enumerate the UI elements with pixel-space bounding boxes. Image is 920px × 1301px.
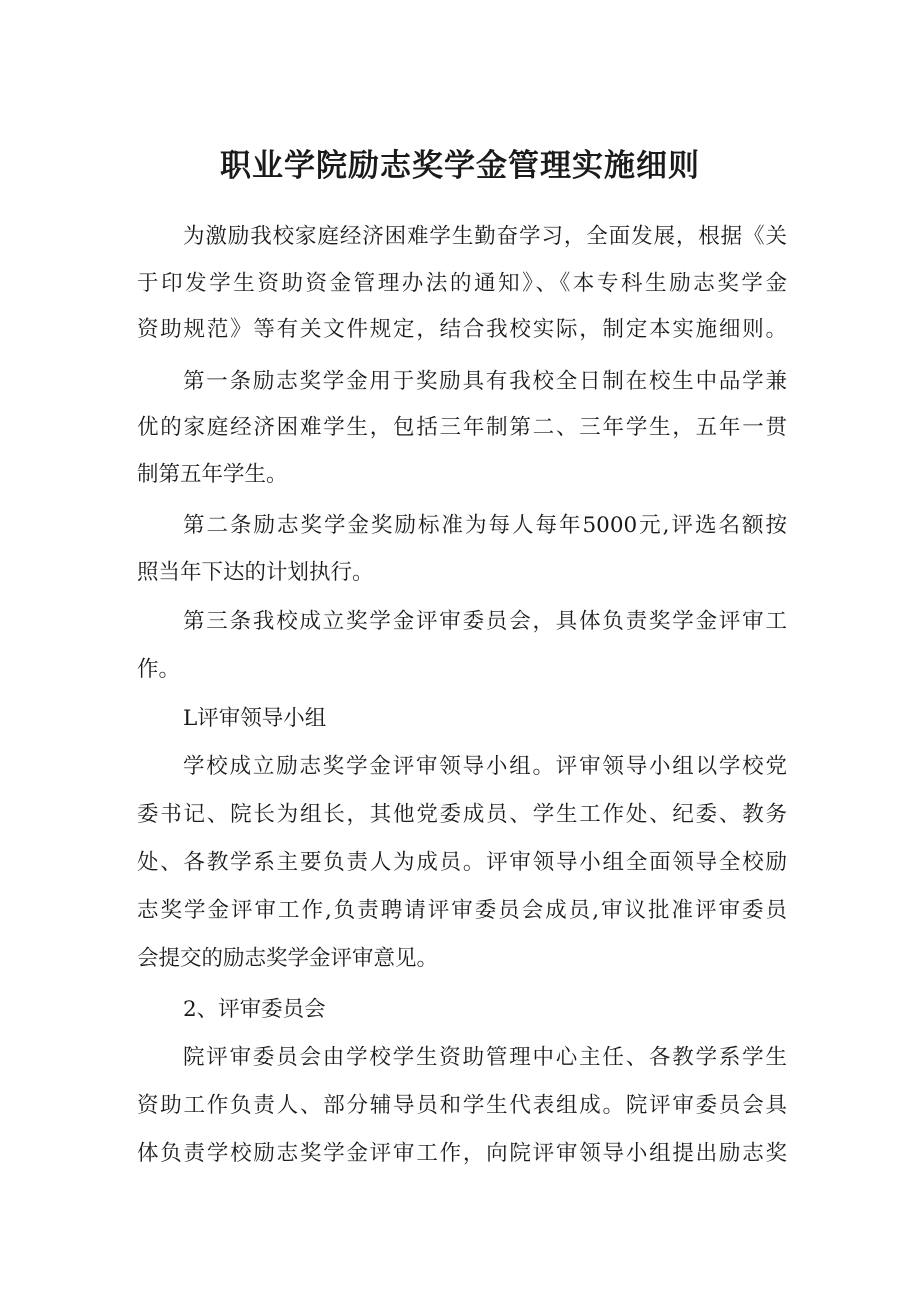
section-heading: L评审领导小组	[183, 706, 327, 731]
paragraph-line: 会提交的励志奖学金评审意见。	[137, 946, 439, 971]
document-title: 职业学院励志奖学金管理实施细则	[220, 148, 700, 184]
paragraph-line: 院评审委员会由学校学生资助管理中心主任、各教学系学生	[183, 1045, 787, 1070]
paragraph-line: 第一条励志奖学金用于奖励具有我校全日制在校生中品学兼	[183, 369, 787, 394]
paragraph-line: 学校成立励志奖学金评审领导小组。评审领导小组以学校党	[183, 754, 787, 779]
paragraph-line: 优的家庭经济困难学生，包括三年制第二、三年学生，五年一贯	[137, 415, 787, 440]
paragraph-line: 志奖学金评审工作,负责聘请评审委员会成员,审议批准评审委员	[137, 898, 787, 923]
paragraph-line: 委书记、院长为组长，其他党委成员、学生工作处、纪委、教务	[137, 802, 787, 827]
paragraph-line: 第二条励志奖学金奖励标准为每人每年5000元,评选名额按	[183, 513, 787, 538]
paragraph-line: 处、各教学系主要负责人为成员。评审领导小组全面领导全校励	[137, 850, 787, 875]
paragraph-line: 资助工作负责人、部分辅导员和学生代表组成。院评审委员会具	[137, 1093, 787, 1118]
paragraph-line: 制第五年学生。	[137, 462, 288, 487]
paragraph-line: 为激励我校家庭经济困难学生勤奋学习，全面发展，根据《关	[183, 224, 787, 249]
paragraph-line: 作。	[137, 657, 181, 682]
section-heading: 2、评审委员会	[183, 997, 326, 1022]
paragraph-line: 体负责学校励志奖学金评审工作，向院评审领导小组提出励志奖	[137, 1141, 787, 1166]
paragraph-line: 照当年下达的计划执行。	[137, 560, 374, 585]
paragraph-line: 资助规范》等有关文件规定，结合我校实际，制定本实施细则。	[137, 317, 787, 342]
paragraph-line: 于印发学生资助资金管理办法的通知》、《本专科生励志奖学金	[137, 271, 787, 296]
paragraph-line: 第三条我校成立奖学金评审委员会，具体负责奖学金评审工	[183, 609, 787, 634]
